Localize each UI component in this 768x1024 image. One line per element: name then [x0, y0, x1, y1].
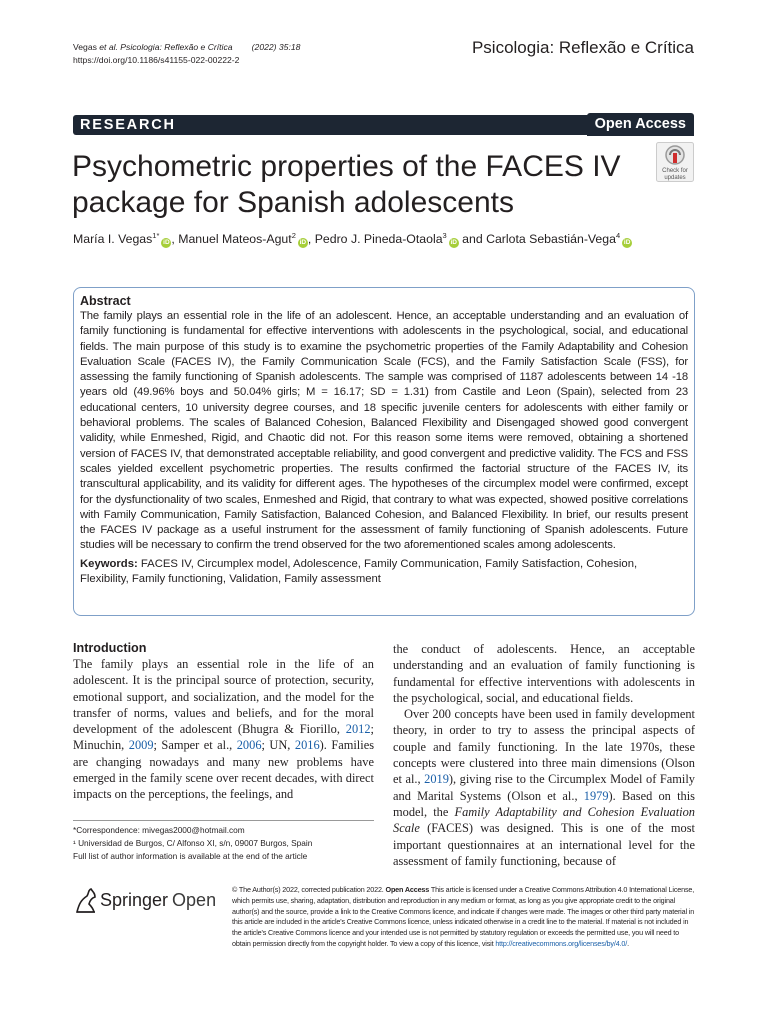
- text-run: ), giving rise to the Circumplex Model of Family and Marital Systems (Olson et al.,: [393, 772, 695, 803]
- abstract-box: [73, 287, 695, 616]
- reference-link[interactable]: 2012: [345, 722, 371, 737]
- article-title: Psychometric properties of the FACES IV package for Spanish adolescents: [72, 150, 621, 219]
- journal-name: Psicologia: Reflexão e Crítica: [471, 38, 694, 57]
- intro-paragraph-2: [393, 706, 695, 869]
- footnote-divider: [73, 820, 374, 821]
- doi-link[interactable]: https://doi.org/10.1186/s41155-022-00222-2: [73, 55, 240, 65]
- orcid-icon[interactable]: iD: [299, 239, 307, 247]
- text-run: ). Families are changing nowadays and many new problems have emerged in the family scene over recent decades, with direct impacts on the perceptions, the feelings, and: [73, 738, 375, 802]
- section-heading-introduction: Introduction: [73, 641, 147, 655]
- text-run: The family plays an essential role in the life of an adolescent. It is the principal source of protection, security, emotional support, and socialization, and the model for the transfer of norms, values and beliefs, and for the moral development of the adolescent (Bhugra & Fiorillo,: [73, 657, 374, 737]
- author-name[interactable]: and Carlota Sebastián-Vega: [458, 232, 616, 247]
- author-name[interactable]: María I. Vegas: [73, 232, 153, 247]
- license-link[interactable]: http://creativecommons.org/licenses/by/4.0/: [495, 938, 628, 948]
- citation-authors: Vegas: [73, 42, 100, 52]
- open-access-label: Open Access: [385, 885, 430, 894]
- open-access-badge: Open Access: [587, 113, 694, 136]
- text-run: This article is licensed under a Creative Commons Attribution 4.0 International License, which permits use, sharing, adaptation, distribution and reproduction in any medium or format, as long as you give appropriate credit to the original author(s) and the source, provide a link to the Creative Commons licence, and indicate if changes were made. The images or other third party material in this article are included in the article's Creative Commons licence, unless indicated otherwise in a credit line to the material. If material is not included in the article's Creative Commons licence and your intended use is not permitted by statutory regulation or exceeds the permitted use, you will need to obtain permission directly from the copyright holder. To view a copy of this licence, visit: [232, 885, 695, 948]
- text-run: .: [627, 938, 629, 948]
- text-run: ; UN,: [261, 738, 295, 753]
- reference-link[interactable]: 2016: [294, 738, 320, 753]
- keywords: [80, 557, 688, 588]
- text-run: © The Author(s) 2022, corrected publication 2022.: [232, 885, 386, 894]
- abstract-text: The family plays an essential role in the life of an adolescent. Hence, an acceptable understanding and an evaluation of family functioning is fundamental for effective interventions with adolescents in the psychological, social, and educational fields. The main purpose of this study is to examine the psychometric properties of the Family Adaptability and Cohesion Evaluation Scale (FACES IV), the Family Communication Scale (FCS), and the Family Satisfaction Scale (FSS), for assessing the family functioning of Spanish adolescents. The sample was comprised of 1187 adolescents between 14 -18 years old (49.96% boys and 50.04% girls; M = 16.17; SD = 1.31) from Castile and Leon (Spain), selected from 23 educational centers, 10 university degree courses, and 18 specific juvenile centers for adolescents with either family or behavioral problems. The scales of Balanced Cohesion, Balanced Flexibility and Disengaged showed good convergent validity, while Enmeshed, Rigid, and Chaotic did not. For this reason some items were removed, obtaining a shortened version of FACES IV, that demonstrated acceptable reliability, and good convergent and predictive validity. The FCS and FSS scales yielded excellent psychometric properties. The results confirmed the factorial structure of the FACES IV, its transcultural applicability, and its validity for different ages. The hypotheses of the circumplex model were confirmed, except for the dysfunctionality of two scales, Enmeshed and Rigid, that contrary to what was expected, showed positive correlations with Family Communication, Family Satisfaction, Balanced Cohesion, and Balanced Flexibility. In brief, our results present the FACES IV package as a useful instrument for the assessment of family functioning of Spanish adolescents. Future studies will be necessary to confirm the trend observed for the two aforementioned scales among adolescents.: [80, 310, 688, 552]
- reference-link[interactable]: 2009: [128, 738, 154, 753]
- scale-name-italic: Family Adaptability and Cohesion Evaluation Scale: [393, 804, 695, 836]
- author-affiliation: 1*: [152, 231, 160, 240]
- abstract-heading: Abstract: [80, 294, 131, 308]
- citation-journal: et al. Psicologia: Reflexão e Crítica: [99, 42, 233, 52]
- reference-link[interactable]: 1979: [583, 788, 609, 803]
- citation-year: (2022) 35:18: [251, 42, 301, 52]
- author-name[interactable]: , Pedro J. Pineda-Otaola: [307, 232, 443, 247]
- text-run: ; Samper et al.,: [153, 738, 237, 753]
- author-name[interactable]: , Manuel Mateos-Agut: [171, 232, 292, 247]
- orcid-icon[interactable]: iD: [163, 239, 170, 247]
- springer-horse-icon: [73, 886, 99, 916]
- publisher-name-part: Springer: [100, 890, 169, 910]
- publisher-name-part: Open: [172, 890, 217, 910]
- text-run: Over 200 concepts have been used in family development theory, in order to try to assess the principal aspects of couple and family functioning. In the late 1970s, these concepts were clustered into three main dimensions (Olson et al.,: [393, 707, 695, 787]
- body-column-left: [73, 641, 374, 803]
- orcid-icon[interactable]: iD: [623, 239, 631, 247]
- publisher-name: [100, 890, 216, 911]
- intro-paragraph-1: [73, 656, 374, 803]
- correspondence-note[interactable]: *Correspondence: mivegas2000@hotmail.com: [73, 825, 245, 835]
- reference-link[interactable]: 2006: [236, 738, 262, 753]
- article-type-label: RESEARCH: [80, 117, 176, 133]
- crossmark-line2: updates: [664, 175, 686, 181]
- author-info-note: Full list of author information is available at the end of the article: [73, 851, 308, 861]
- author-list: [73, 231, 632, 248]
- text-run: (FACES) was designed. This is one of the most important questionnaires at an international level for the assessment of family functioning, because of: [393, 821, 695, 868]
- orcid-icon[interactable]: iD: [450, 239, 457, 247]
- crossmark-line1: Check for: [662, 168, 688, 174]
- license-text: [232, 885, 695, 950]
- keywords-list: FACES IV, Circumplex model, Adolescence, Family Communication, Family Satisfaction, Cohesion, Flexibility, Family functioning, Validation, Family assessment: [80, 557, 638, 586]
- footnotes: [73, 824, 374, 863]
- running-citation: [73, 41, 300, 67]
- author-affiliation: 3: [442, 231, 447, 240]
- text-run: ; Minuchin,: [73, 722, 374, 753]
- text-run: ). Based on this model, the: [393, 788, 695, 819]
- author-affiliation: 4: [615, 231, 621, 240]
- keywords-label: Keywords:: [80, 557, 138, 570]
- affiliation-note: ¹ Universidad de Burgos, C/ Alfonso XI, s/n, 09007 Burgos, Spain: [73, 838, 313, 848]
- check-for-updates-icon[interactable]: [656, 142, 694, 182]
- author-affiliation: 2: [291, 231, 296, 240]
- intro-paragraph-1-continued: the conduct of adolescents. Hence, an acceptable understanding and an evaluation of family functioning is fundamental for effective interventions with adolescents in the psychological, social, and educational fields.: [393, 642, 695, 705]
- body-column-right: [393, 641, 695, 869]
- reference-link[interactable]: 2019: [424, 772, 449, 787]
